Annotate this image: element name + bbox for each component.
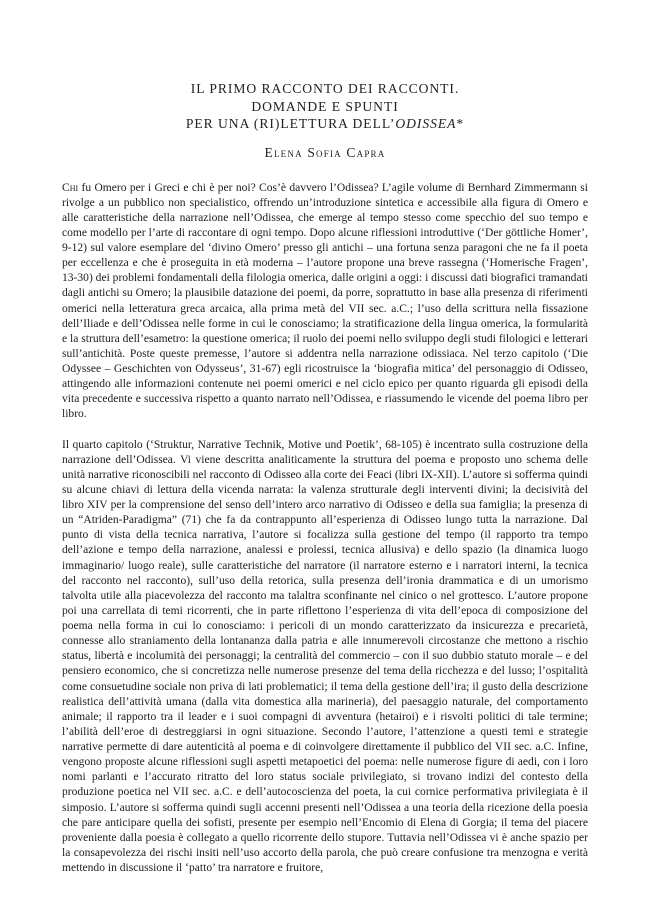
title-line-2: DOMANDE E SPUNTI — [251, 98, 399, 114]
title-line-1: IL PRIMO RACCONTO DEI RACCONTI. — [190, 81, 460, 96]
paragraph-1 — [62, 181, 588, 423]
title-odissea: ODISSEA — [395, 116, 457, 131]
document-page — [62, 80, 588, 876]
paragraph-2-text: Il quarto capitolo (‘Struktur, Narrative Technik, Motive und Poetik’, 68-105) è incentrato sulla costruzione della narrazione dell’Odissea. Vi viene descritta analiticamente la struttura del poema e proposto uno schema delle unità narrative riconoscibili nel racconto di Odisseo alla corte dei Feaci (libri IX-XII). L’autore si sofferma quindi su alcune chiavi di lettura della vicenda narrata: la valenza strutturale degli interventi divini; la decisività del libro XIV per la comprensione del senso dell’intero arco narrativo di Odisseo e della sua famiglia; la presenza di un “Atriden-Paradigma” (71) che fa da contrappunto all’esperienza di Odisseo lungo tutta la narrazione. Dal punto di vista della tecnica narrativa, l’autore si focalizza sulla gestione del tempo (il rapporto tra tempo dell’azione e tempo della narrazione, analessi e prolessi, tecnica allusiva) e dello spazio (la dinamica luogo immaginario/ luogo reale), sulle caratteristiche del narratore (il narratore esterno e i narratori interni, la tecnica del racconto nel racconto), sull’uso della retorica, sulla presenza dell’ironia drammatica e di un umorismo talvolta utile alla piacevolezza del racconto ma talaltra sconfinante nel cinico o nel grottesco. L’autore propone poi una carrellata di temi ricorrenti, che in parte riflettono l’esperienza di vita dell’epoca di composizione del poema nella forma in cui lo conosciamo: i pericoli di un mondo caratterizzato da insicurezza e precarietà, connesse allo straniamento della lontananza dalla patria e alle innumerevoli circostanze che mettono a rischio status, libertà e incolumità dei personaggi; la centralità del commercio – con il suo dubbio statuto morale – e del pensiero economico, che si concretizza nelle numerose presenze del tema della ricchezza e del lusso; l’ospitalità come consuetudine sociale non priva di lati problematici; il tema della gestione dell’ira; il gusto della descrizione realistica dell’attività umana (dalla vita domestica alla marineria), del paesaggio naturale, del comportamento animale; il rapporto tra il leader e i suoi compagni di avventura (hetairoi) e i risvolti politici di tale termine; l’abilità dell’eroe di destreggiarsi in ogni situazione. Secondo l’autore, l’attenzione a questi temi e strategie narrative permette di dare autenticità al poema e di coinvolgere direttamente il pubblico del VII sec. a.C. Infine, vengono proposte alcune riflessioni sugli aspetti metapoetici del poema: nelle numerose figure di aedi, con i loro nomi parlanti e l’accurato ritratto del loro status sociale privilegiato, si trovano indizi del contesto della produzione poetica nel VII sec. a.C. e dell’autocoscienza del poeta, la cui cornice performativa privilegiata è il simposio. L’autore si sofferma quindi sugli accenni presenti nell’Odissea a una teoria della ricezione della poesia che pare anticipare quella dei sofisti, presente per esempio nell’Encomio di Elena di Gorgia; il tema del piacere proveniente dalla poesia è collegato a quello ricorrente dello stupore. Tuttavia nell’Odissea vi è anche spazio per la consapevolezza dei rischi insiti nell’uso accorto della parola, che può creare confusione tra menzogna e verità mettendo in discussione il ‘patto’ tra narratore e fruitore, — [62, 438, 588, 874]
title-line-3 — [62, 115, 588, 133]
title-line-3-prefix: PER UNA (RI)LETTURA DELL’ — [185, 116, 396, 131]
drop-lead-word: Chi — [62, 181, 79, 194]
paragraph-2 — [62, 438, 588, 877]
author-name: Elena Sofia Capra — [264, 144, 386, 160]
paragraph-1-text: fu Omero per i Greci e chi è per noi? Cos’è davvero l’Odissea? L’agile volume di Bernhard Zimmermann si rivolge a un pubblico non specialistico, offrendo un’introduzione sintetica e accessibile alla figura di Omero e alle caratteristiche della narrazione nell’Odissea, che emerge al tempo stesso come specchio del suo tempo e come modello per l’arte di raccontare di ogni tempo. Dopo alcune riflessioni introduttive (‘Der göttliche Homer’, 9-12) sul valore esemplare del ‘divino Omero’ presso gli antichi – una fortuna senza paragoni che ne fa il poeta per eccellenza e che è proseguita in età moderna – l’autore propone una breve rassegna (‘Homerische Fragen’, 13-30) dei problemi fondamentali della filologia omerica, dalle origini a oggi: i discussi dati biografici tramandati dagli antichi su Omero; la plausibile datazione dei poemi, da porre, soprattutto in base alla presenza di riferimenti omerici nella letteratura greca arcaica, alla prima metà del VII sec. a.C.; l’uso della scrittura nella fissazione dell’Iliade e dell’Odissea nelle forme in cui le conosciamo; la stratificazione della lingua omerica, la formularità e la struttura dell’esametro: la questione omerica; il ruolo dei poemi nello sviluppo degli studi filologici e letterari sull’antichità. Poste queste premesse, l’autore si addentra nella narrazione odissiaca. Nel terzo capitolo (‘Die Odyssee – Geschichten von Odysseus’, 31-67) egli ricostruisce la ‘biografia mitica’ del personaggio di Odisseo, attingendo alle informazioni contenute nei poemi omerici e nel ciclo epico per quanto riguarda gli episodi della vita precedente e successiva rispetto a quanto narrato nell’Odissea, e riassumendo le vicende del poema libro per libro. — [62, 181, 588, 421]
article-title — [62, 80, 588, 133]
title-footnote-mark: * — [456, 116, 465, 131]
article-body — [62, 181, 588, 877]
